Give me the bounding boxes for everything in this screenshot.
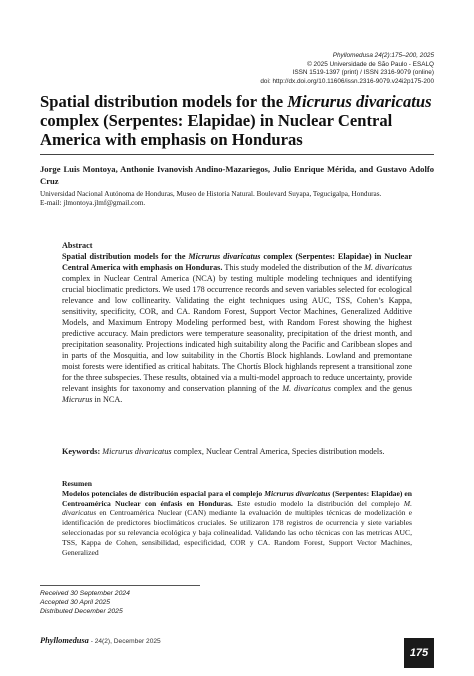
- title-species: Micrurus divaricatus: [287, 92, 432, 111]
- journal-metadata: [134, 52, 434, 86]
- author-list: Jorge Luis Montoya, Anthonie Ivanovish Andino-Mazariegos, Julio Enrique Mérida, and Gustavo Adolfo Cruz: [40, 164, 434, 186]
- email-link[interactable]: E-mail: jlmontoya.jlmf@gmail.com.: [40, 199, 146, 208]
- abstract-title-bold: Spatial distribution models for the: [62, 252, 189, 261]
- copyright-line: © 2025 Universidade de São Paulo - ESALQ: [307, 60, 434, 68]
- resumen-title-bold: Modelos potenciales de distribución espacial para el complejo: [62, 488, 265, 498]
- resumen-title-species: Micrurus divaricatus: [264, 488, 331, 498]
- keywords-section: [62, 446, 412, 457]
- abstract-title-bold-end: complex (Serpentes: Elapidae) in Nuclear Central America with emphasis on Honduras.: [62, 252, 413, 272]
- page-footer: [40, 636, 161, 645]
- accepted-date: Accepted 30 April 2025: [40, 599, 111, 606]
- doi-link[interactable]: doi: http://dx.doi.org/10.11606/issn.2316-9079.v24i2p175-200: [260, 77, 434, 85]
- article-history: [40, 589, 130, 616]
- issn-line: ISSN 1519-1397 (print) / ISSN 2316-9079 (online): [292, 69, 434, 77]
- abstract-text: complex in Nuclear Central America (NCA) by testing multiple modeling techniques and identifying crucial bioclimatic predictors. We used 178 occurrence records and seven variables selected for ecological relevance and low collinearity. Validating the eight techniques using AUC, TSS, Cohen’s Kappa, sensitivity, specificity, COR, and CA. Random Forest, Support Vector Machines, Generalized Additive Models, and Maximum Entropy Modeling performed best, with Random Forest showing the highest predictive accuracy. Main predictors were temperature seasonality, precipitation of the driest month, and precipitation seasonality. Projections indicated high suitability along the Pacific and Caribbean slopes and in parts of the Mosquitia, and low suitability in the Chortís Block highlands. Lowland and premontane moist forests were identified as critical habitats. The Chortís Block highlands represent a transitional zone for the three subspecies. These results, obtained via a multi-model approach to reduce uncertainty, provide relevant insights for taxonomy and conservation planning of the: [62, 274, 412, 393]
- keyword-species: Micrurus divaricatus: [102, 447, 172, 456]
- abstract-genus: Micrurus: [62, 395, 93, 404]
- abstract-text: complex and the genus: [330, 384, 412, 393]
- footer-volume: - 24(2), December 2025: [88, 638, 161, 645]
- article-title: [40, 92, 440, 149]
- title-text-end: complex (Serpentes: Elapidae) in Nuclear Central America with emphasis on Honduras: [40, 111, 393, 149]
- citation-line: Phyllomedusa 24(2):175–200, 2025: [332, 52, 434, 59]
- title-text: Spatial distribution models for the: [40, 92, 288, 111]
- abstract-species: M. divaricatus: [364, 263, 412, 272]
- abstract-species: M. divaricatus: [282, 384, 331, 393]
- keywords-text: complex, Nuclear Central America, Species distribution models.: [171, 447, 385, 456]
- abstract-text: This study modeled the distribution of the: [222, 263, 365, 272]
- page-number: 175: [404, 638, 434, 668]
- abstract-title-species: Micrurus divaricatus: [188, 252, 261, 261]
- abstract-body: [62, 251, 412, 405]
- title-divider: [40, 154, 434, 155]
- history-divider: [40, 585, 200, 586]
- resumen-text: en Centroamérica Nuclear (CAN) mediante la evaluación de multiples técnicas de modelización e identificación de predictores bioclimáticos cruciales. Se utilizaron 178 registros de ocurrencia y siete variables seleccionadas por su relevancia ecológica y baja colinealidad. Validando las ocho técnicas con las metricas AUC, TSS, Kappa de Cohen, sensibilidad, especificidad, COR y CA. Random Forest, Support Vector Machines, Generalized: [62, 508, 412, 557]
- affiliation: [40, 190, 434, 208]
- resumen-species: M. divaricatus: [62, 498, 412, 518]
- resumen-section: [62, 479, 412, 557]
- footer-journal: Phyllomedusa: [40, 636, 89, 645]
- keywords-label: Keywords:: [62, 447, 101, 456]
- abstract-section: [62, 240, 412, 405]
- resumen-body: [62, 489, 412, 558]
- abstract-text: in NCA.: [92, 395, 123, 404]
- affiliation-line: Universidad Nacional Autónoma de Honduras, Museo de Historia Natural. Boulevard Suyapa, Tegucigalpa, Honduras.: [40, 190, 382, 198]
- resumen-text: Este estudio modelo la distribución del complejo: [232, 498, 404, 508]
- distributed-date: Distributed December 2025: [40, 608, 123, 615]
- resumen-heading: Resumen: [62, 479, 92, 488]
- resumen-title-bold-end: (Serpentes: Elapidae) en Centroamérica Nuclear con énfasis en Honduras.: [62, 488, 412, 508]
- abstract-heading: Abstract: [62, 241, 93, 250]
- received-date: Received 30 September 2024: [40, 590, 130, 597]
